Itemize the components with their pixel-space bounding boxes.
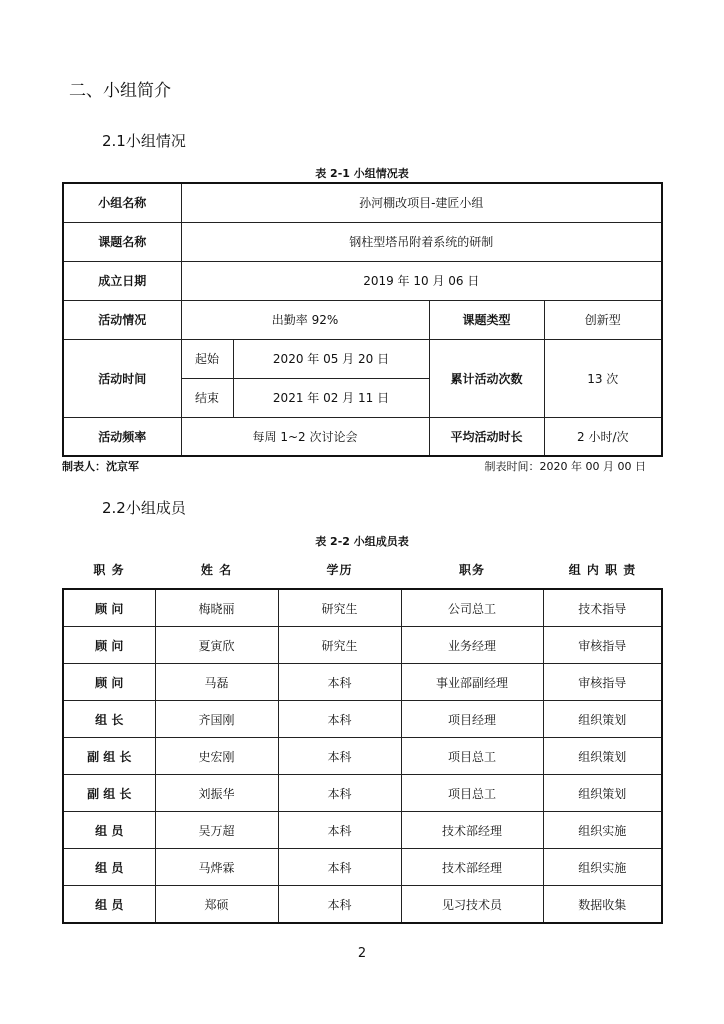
header-education: 学历 [278, 550, 401, 589]
member-name: 史宏刚 [155, 738, 278, 775]
member-name: 郑硕 [155, 886, 278, 924]
member-job-title: 技术部经理 [401, 812, 543, 849]
group-members-table [62, 550, 663, 924]
member-responsibility: 组织策划 [543, 738, 662, 775]
attendance-value: 出勤率 92% [181, 300, 429, 339]
type-label: 课题类型 [429, 300, 544, 339]
member-role: 副 组 长 [63, 738, 155, 775]
subsection-title-members: 2.2小组成员 [102, 499, 186, 517]
member-responsibility: 组织策划 [543, 775, 662, 812]
table-row [63, 701, 662, 738]
member-role: 组 员 [63, 849, 155, 886]
member-education: 本科 [278, 775, 401, 812]
section-title: 二、小组简介 [69, 81, 171, 101]
member-role: 组 员 [63, 812, 155, 849]
member-responsibility: 组织实施 [543, 812, 662, 849]
member-responsibility: 组织策划 [543, 701, 662, 738]
header-job-title: 职务 [401, 550, 543, 589]
start-label: 起始 [181, 339, 233, 378]
start-value: 2020 年 05 月 20 日 [233, 339, 429, 378]
time-label: 活动时间 [63, 339, 181, 417]
member-education: 本科 [278, 849, 401, 886]
table-row [63, 775, 662, 812]
founded-label: 成立日期 [63, 261, 181, 300]
member-role: 顾 问 [63, 627, 155, 664]
group-status-table [62, 182, 663, 457]
member-job-title: 项目总工 [401, 775, 543, 812]
member-education: 本科 [278, 812, 401, 849]
member-responsibility: 审核指导 [543, 664, 662, 701]
member-name: 马烨霖 [155, 849, 278, 886]
table-row [63, 849, 662, 886]
member-job-title: 见习技术员 [401, 886, 543, 924]
member-role: 组 长 [63, 701, 155, 738]
members-header-row [63, 550, 662, 589]
page-number: 2 [357, 946, 367, 961]
member-name: 夏寅欣 [155, 627, 278, 664]
member-education: 研究生 [278, 627, 401, 664]
member-name: 吴万超 [155, 812, 278, 849]
header-position: 职 务 [63, 550, 155, 589]
table-row [63, 812, 662, 849]
activity-label: 活动情况 [63, 300, 181, 339]
frequency-label: 活动频率 [63, 417, 181, 456]
subsection-title-group-status: 2.1小组情况 [102, 132, 186, 150]
member-job-title: 技术部经理 [401, 849, 543, 886]
member-job-title: 项目总工 [401, 738, 543, 775]
table-date: 制表时间：2020 年 00 月 00 日 [484, 460, 646, 473]
table-row [63, 664, 662, 701]
member-name: 齐国刚 [155, 701, 278, 738]
member-role: 顾 问 [63, 589, 155, 627]
member-name: 马磊 [155, 664, 278, 701]
member-job-title: 事业部副经理 [401, 664, 543, 701]
avg-duration-label: 平均活动时长 [429, 417, 544, 456]
type-value: 创新型 [544, 300, 662, 339]
founded-value: 2019 年 10 月 06 日 [181, 261, 662, 300]
member-role: 副 组 长 [63, 775, 155, 812]
count-label: 累计活动次数 [429, 339, 544, 417]
end-value: 2021 年 02 月 11 日 [233, 378, 429, 417]
header-name: 姓 名 [155, 550, 278, 589]
member-job-title: 项目经理 [401, 701, 543, 738]
member-responsibility: 数据收集 [543, 886, 662, 924]
table-row [63, 886, 662, 924]
table-row [63, 589, 662, 627]
member-role: 组 员 [63, 886, 155, 924]
member-role: 顾 问 [63, 664, 155, 701]
table-row [63, 738, 662, 775]
member-education: 本科 [278, 886, 401, 924]
member-job-title: 业务经理 [401, 627, 543, 664]
member-responsibility: 审核指导 [543, 627, 662, 664]
topic-value: 钢柱型塔吊附着系统的研制 [181, 222, 662, 261]
table1-caption: 表 2-1 小组情况表 [315, 167, 409, 180]
header-responsibility: 组 内 职 责 [543, 550, 662, 589]
member-responsibility: 技术指导 [543, 589, 662, 627]
member-education: 本科 [278, 701, 401, 738]
member-responsibility: 组织实施 [543, 849, 662, 886]
topic-label: 课题名称 [63, 222, 181, 261]
table-row [63, 627, 662, 664]
member-education: 本科 [278, 738, 401, 775]
end-label: 结束 [181, 378, 233, 417]
group-name-value: 孙河棚改项目-建匠小组 [181, 183, 662, 222]
member-name: 梅晓丽 [155, 589, 278, 627]
table-maker: 制表人：沈京军 [62, 460, 139, 473]
avg-duration-value: 2 小时/次 [544, 417, 662, 456]
group-name-label: 小组名称 [63, 183, 181, 222]
member-name: 刘振华 [155, 775, 278, 812]
member-education: 研究生 [278, 589, 401, 627]
count-value: 13 次 [544, 339, 662, 417]
table2-caption: 表 2-2 小组成员表 [315, 535, 409, 548]
member-education: 本科 [278, 664, 401, 701]
frequency-value: 每周 1~2 次讨论会 [181, 417, 429, 456]
member-job-title: 公司总工 [401, 589, 543, 627]
